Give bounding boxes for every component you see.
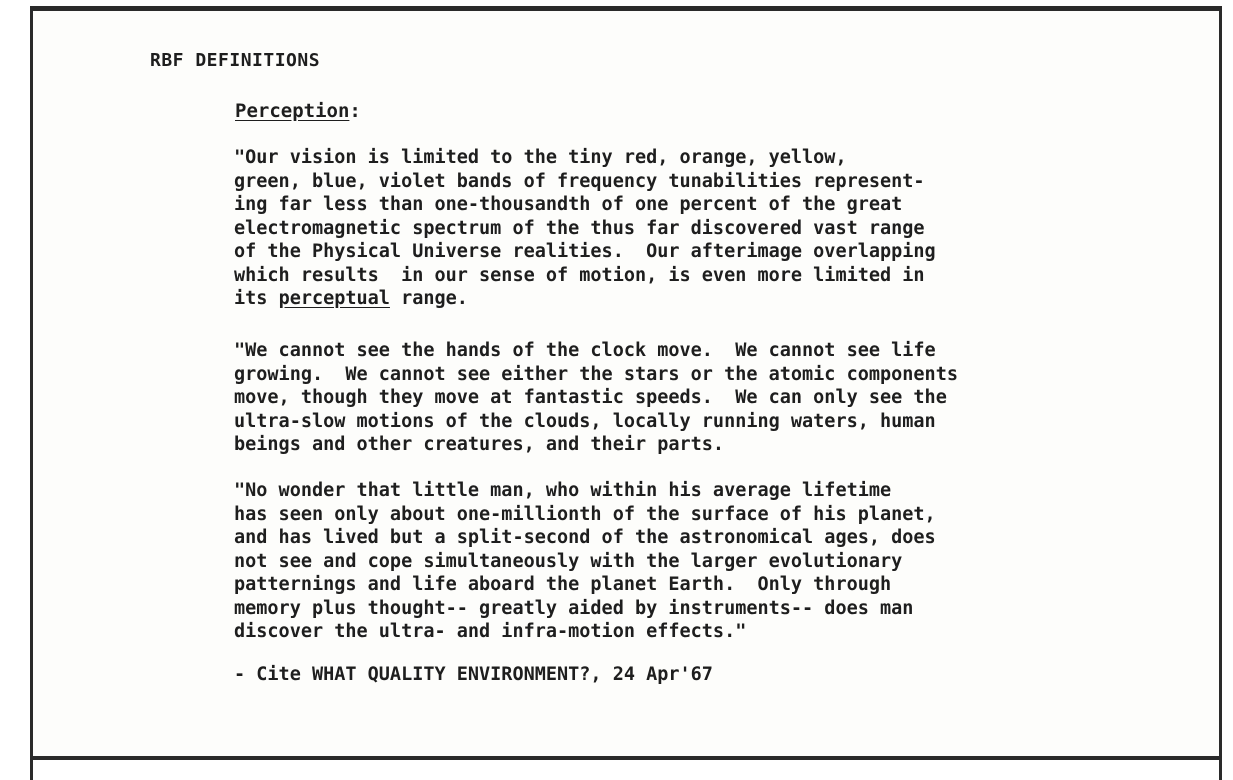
- quote-paragraph-2: [234, 339, 958, 457]
- definition-term-colon: :: [349, 100, 361, 122]
- paragraph-line: growing. We cannot see either the stars or the atomic components: [234, 363, 958, 385]
- paragraph-line: beings and other creatures, and their parts.: [234, 434, 725, 455]
- paragraph-line: "Our vision is limited to the tiny red, orange, yellow,: [234, 147, 847, 168]
- paragraph-line: electromagnetic spectrum of the thus far discovered vast range: [234, 217, 925, 239]
- paragraph-line: of the Physical Universe realities. Our afterimage overlapping: [234, 241, 936, 262]
- paragraph-line: "No wonder that little man, who within his average lifetime: [234, 480, 892, 501]
- paragraph-line: and has lived but a split-second of the astronomical ages, does: [234, 527, 936, 548]
- definition-term-heading: [235, 100, 361, 122]
- paragraph-line: which results in our sense of motion, is even more limited in: [234, 264, 925, 286]
- line-suffix: range.: [389, 288, 468, 309]
- line-prefix: its: [234, 288, 279, 309]
- paragraph-line: move, though they move at fantastic speeds. We can only see the: [234, 387, 947, 408]
- paragraph-line: patternings and life aboard the planet Earth. Only through: [234, 574, 892, 595]
- paragraph-line: has seen only about one-millionth of the surface of his planet,: [234, 503, 936, 525]
- paragraph-line: ing far less than one-thousandth of one percent of the great: [234, 194, 903, 215]
- paragraph-line: [234, 287, 936, 311]
- paragraph-line: "We cannot see the hands of the clock move. We cannot see life: [234, 340, 936, 361]
- document-heading: RBF DEFINITIONS: [150, 50, 321, 71]
- citation: - Cite WHAT QUALITY ENVIRONMENT?, 24 Apr'67: [234, 664, 713, 685]
- paragraph-line: not see and cope simultaneously with the larger evolutionary: [234, 550, 903, 572]
- next-card-edge: [30, 760, 1222, 780]
- paragraph-line: ultra-slow motions of the clouds, locally running waters, human: [234, 410, 936, 432]
- paragraph-line: green, blue, violet bands of frequency tunabilities represent-: [234, 170, 925, 192]
- underlined-word: perceptual: [278, 288, 390, 309]
- quote-paragraph-1: [234, 146, 936, 311]
- definition-term: Perception: [235, 100, 350, 122]
- quote-paragraph-3: [234, 479, 936, 644]
- paragraph-line: discover the ultra- and infra-motion effects.": [234, 621, 747, 642]
- paragraph-line: memory plus thought-- greatly aided by instruments-- does man: [234, 597, 914, 619]
